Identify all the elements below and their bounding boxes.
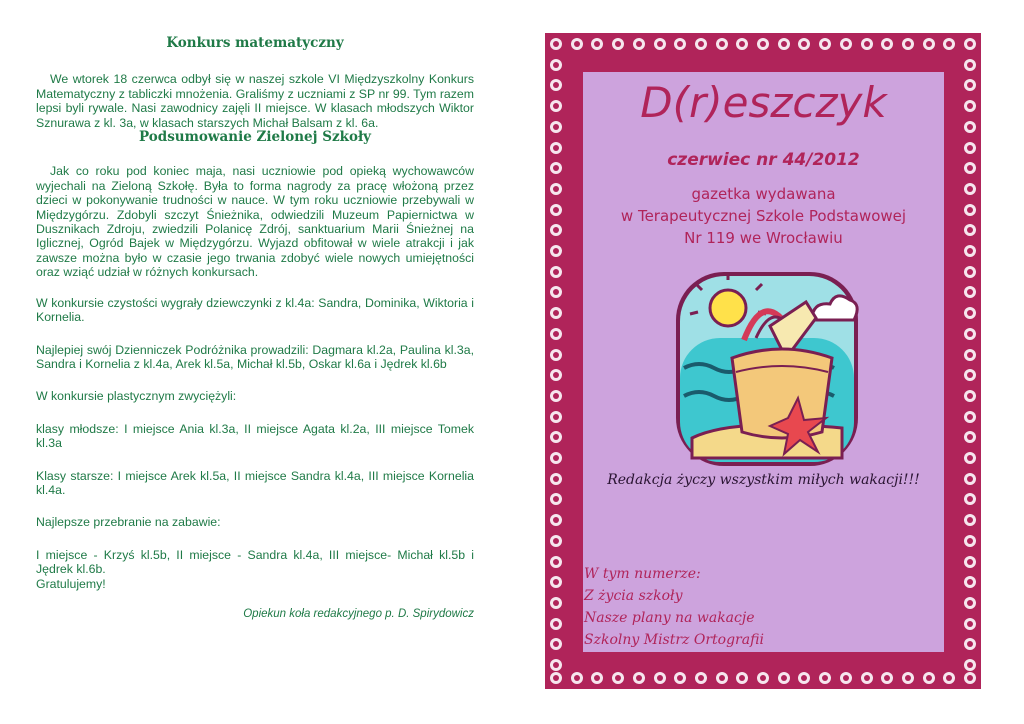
spiral-ornament [964, 349, 976, 361]
spiral-ornament [550, 638, 562, 650]
spiral-ornament [550, 672, 562, 684]
spiral-ornament [612, 38, 624, 50]
spiral-ornament [550, 349, 562, 361]
spiral-ornament [757, 672, 769, 684]
spiral-ornament [964, 431, 976, 443]
spiral-ornament [964, 672, 976, 684]
spiral-ornament [964, 79, 976, 91]
spiral-ornament [798, 672, 810, 684]
editor-signature: Opiekun koła redakcyjnego p. D. Spirydowicz [243, 607, 474, 620]
spiral-ornament [964, 493, 976, 505]
spiral-ornament [902, 38, 914, 50]
spiral-ornament [550, 556, 562, 568]
spiral-ornament [550, 659, 562, 671]
subtitle-line: gazetka wydawana [691, 185, 836, 203]
cleanliness-contest-text: W konkursie czystości wygrały dziewczynki z kl.4a: Sandra, Dominika, Wiktoria i Kornelia. [36, 295, 474, 325]
spiral-ornament [571, 672, 583, 684]
math-contest-text: We wtorek 18 czerwca odbył się w naszej szkole VI Międzyszkolny Konkurs Matematyczny z tabliczki mnożenia. Graliśmy z uczniami z SP nr 99. Tym razem lepsi byli rywale. Nasi zawodnicy zajęli II miejsce. W klasach młodszych Wiktor Sznurawa z kl. 3a, w klasach starszych Michał Balsam z kl. 6a. [36, 72, 474, 130]
spiral-ornament [550, 535, 562, 547]
spiral-ornament [716, 38, 728, 50]
spiral-ornament [695, 38, 707, 50]
spiral-ornament [923, 38, 935, 50]
spiral-ornament [964, 514, 976, 526]
travel-diary-text: Najlepiej swój Dzienniczek Podróżnika prowadzili: Dagmara kl.2a, Paulina kl.3a, Sandra i Kornelia z kl.4a, Arek kl.5a, Michał kl.5b, Oskar kl.6a i Jędrek kl.6b [36, 342, 474, 371]
spiral-ornament [964, 204, 976, 216]
spiral-ornament [550, 142, 562, 154]
spiral-ornament [923, 672, 935, 684]
congratulations-text: Gratulujemy! [36, 576, 106, 591]
spiral-ornament [612, 672, 624, 684]
spiral-ornament [757, 38, 769, 50]
spiral-ornament [964, 597, 976, 609]
spiral-ornament [964, 576, 976, 588]
spiral-ornament [654, 38, 666, 50]
newsletter-title: D(r)eszczyk [640, 78, 887, 127]
spiral-ornament [550, 286, 562, 298]
spiral-ornament [778, 38, 790, 50]
spiral-ornament [550, 452, 562, 464]
spiral-ornament [964, 638, 976, 650]
toc-item: Nasze plany na wakacje [584, 610, 755, 626]
holiday-greeting: Redakcja życzy wszystkim miłych wakacji!!! [607, 472, 920, 488]
spiral-ornament [633, 38, 645, 50]
spiral-ornament [964, 369, 976, 381]
spiral-ornament [964, 307, 976, 319]
spiral-ornament [550, 204, 562, 216]
table-of-contents [584, 563, 764, 651]
older-classes-text: Klasy starsze: I miejsce Arek kl.5a, II miejsce Sandra kl.4a, III miejsce Kornelia kl.4a. [36, 468, 474, 497]
spiral-ornament [964, 411, 976, 423]
spiral-ornament [550, 328, 562, 340]
spiral-ornament [736, 38, 748, 50]
spiral-ornament [840, 38, 852, 50]
spiral-ornament [550, 307, 562, 319]
issue-number: czerwiec nr 44/2012 [667, 150, 860, 170]
beach-bag-sun-starfish-illustration [672, 268, 862, 470]
spiral-ornament [591, 38, 603, 50]
spiral-ornament [674, 38, 686, 50]
spiral-ornament [964, 142, 976, 154]
spiral-ornament [964, 162, 976, 174]
spiral-ornament [550, 266, 562, 278]
spiral-ornament [964, 224, 976, 236]
left-page [36, 36, 474, 621]
spiral-ornament [902, 672, 914, 684]
spiral-ornament [964, 100, 976, 112]
spiral-ornament [550, 431, 562, 443]
spiral-ornament [550, 245, 562, 257]
green-school-text: Jak co roku pod koniec maja, nasi uczniowie pod opieką wychowawców wyjechali na Zieloną Szkołę. Była to forma nagrody za pracę włożoną przez dzieci w pokonywanie trudności w nauce. W tym roku uczniowie przebywali w Międzygórzu. Zdobyli szczyt Śnieżnika, odwiedzili Muzeum Papiernictwa w Dusznikach Zdroju, zwiedzili Polanicę Zdrój, sanktuarium Marii Śnieżnej na Iglicznej, Ogród Bajek w Międzygórzu. Wyjazd obfitował w wiele atrakcji i jak zawsze można było w czasie jego trwania zdobyć wiele nowych umiejętności oraz wziąć udział w różnych konkursach. [36, 164, 474, 280]
spiral-ornament [943, 38, 955, 50]
spiral-ornament [861, 38, 873, 50]
spiral-ornament [964, 266, 976, 278]
spiral-ornament [550, 59, 562, 71]
spiral-ornament [695, 672, 707, 684]
spiral-ornament [550, 576, 562, 588]
heading-green-school: Podsumowanie Zielonej Szkoły [138, 129, 372, 146]
subtitle-line: Nr 119 we Wrocławiu [684, 229, 843, 247]
spiral-ornament [964, 473, 976, 485]
spiral-ornament [778, 672, 790, 684]
spiral-ornament [633, 672, 645, 684]
spiral-ornament [550, 514, 562, 526]
spiral-ornament [674, 672, 686, 684]
spiral-ornament [881, 672, 893, 684]
spiral-ornament [964, 328, 976, 340]
spiral-ornament [798, 38, 810, 50]
spiral-ornament [861, 672, 873, 684]
costume-winners-text: I miejsce - Krzyś kl.5b, II miejsce - Sandra kl.4a, III miejsce- Michał kl.5b i Jędrek kl.6b. [36, 547, 474, 577]
spiral-ornament [964, 659, 976, 671]
spiral-ornament [550, 597, 562, 609]
spiral-ornament [964, 121, 976, 133]
spiral-ornament [819, 672, 831, 684]
spiral-ornament [964, 535, 976, 547]
toc-item: Szkolny Mistrz Ortografii [584, 632, 764, 648]
toc-item: Z życia szkoły [584, 588, 683, 604]
heading-math-contest: Konkurs matematyczny [166, 35, 344, 51]
spiral-ornament [550, 100, 562, 112]
spiral-ornament [550, 618, 562, 630]
spiral-ornament [716, 672, 728, 684]
spiral-ornament [943, 672, 955, 684]
spiral-ornament [550, 79, 562, 91]
spiral-ornament [550, 411, 562, 423]
spiral-ornament [819, 38, 831, 50]
spiral-ornament [881, 38, 893, 50]
spiral-ornament [571, 38, 583, 50]
spiral-ornament [964, 556, 976, 568]
spiral-ornament [550, 162, 562, 174]
spiral-ornament [550, 224, 562, 236]
spiral-ornament [964, 390, 976, 402]
spiral-ornament [964, 452, 976, 464]
spiral-ornament [964, 245, 976, 257]
spiral-ornament [964, 38, 976, 50]
spiral-ornament [654, 672, 666, 684]
spiral-ornament [550, 493, 562, 505]
spiral-ornament [964, 59, 976, 71]
spiral-ornament [736, 672, 748, 684]
spiral-ornament [840, 672, 852, 684]
spiral-ornament [591, 672, 603, 684]
costume-heading-text: Najlepsze przebranie na zabawie: [36, 515, 221, 530]
subtitle [583, 183, 944, 249]
art-contest-text: W konkursie plastycznym zwyciężyli: [36, 389, 237, 404]
spiral-ornament [550, 121, 562, 133]
spiral-ornament [964, 618, 976, 630]
subtitle-line: w Terapeutycznej Szkole Podstawowej [620, 207, 907, 225]
spiral-ornament [964, 286, 976, 298]
spiral-ornament [550, 38, 562, 50]
spiral-ornament [550, 390, 562, 402]
spiral-ornament [964, 183, 976, 195]
younger-classes-text: klasy młodsze: I miejsce Ania kl.3a, II miejsce Agata kl.2a, III miejsce Tomek kl.3a [36, 421, 474, 451]
spiral-ornament [550, 183, 562, 195]
spiral-ornament [550, 473, 562, 485]
spiral-ornament [550, 369, 562, 381]
toc-heading: W tym numerze: [584, 566, 701, 582]
